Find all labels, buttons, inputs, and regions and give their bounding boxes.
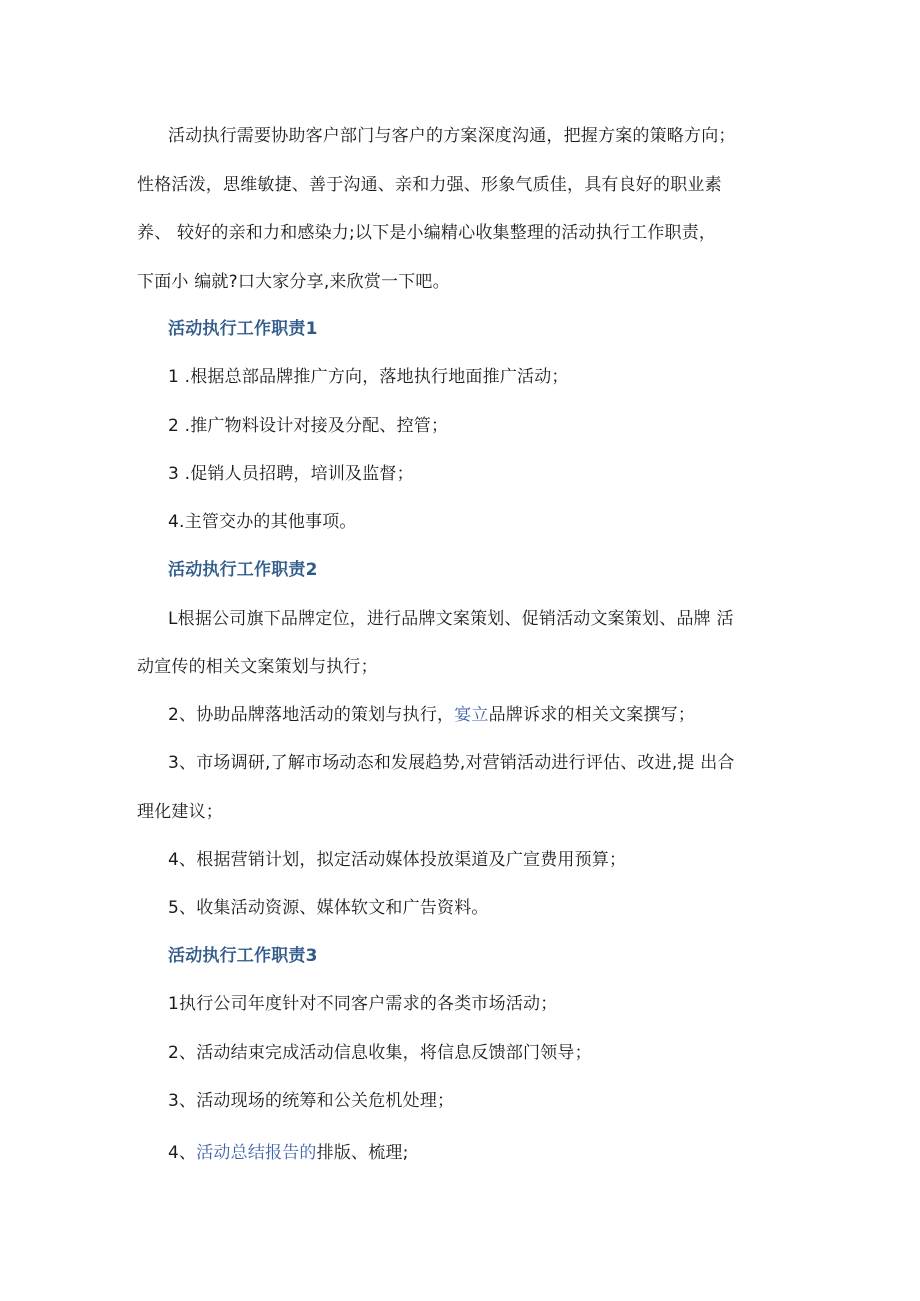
section-2-item-1-line-2: 动宣传的相关文案策划与执行； [137,657,378,677]
section-3-item-1: 1执行公司年度针对不同客户需求的各类市场活动； [168,994,558,1014]
section-1-heading: 活动执行工作职责1 [168,319,318,339]
section-3-item-4-suffix: 排版、梳理; [316,1143,409,1163]
section-2-item-5: 5、收集活动资源、媒体软文和广告资料。 [168,898,489,918]
section-2-item-4: 4、根据营销计划，拟定活动媒体投放渠道及广宣费用预算； [168,850,627,870]
intro-line-1: 活动执行需要协助客户部门与客户的方案深度沟通，把握方案的策略方向； [168,126,736,146]
section-1-item-1: 1 .根据总部品牌推广方向，落地执行地面推广活动； [168,367,569,387]
section-2-item-3-line-1: 3、市场调研,了解市场动态和发展趋势,对营销活动进行评估、改进,提 出合 [168,753,735,773]
section-2-heading: 活动执行工作职责2 [168,560,318,580]
section-3-item-4-prefix: 4、 [168,1143,197,1163]
section-3-item-4-link[interactable]: 活动总结报告的 [196,1143,317,1163]
section-3-item-3: 3、活动现场的统筹和公关危机处理； [168,1091,455,1111]
intro-line-3: 养、 较好的亲和力和感染力;以下是小编精心收集整理的活动执行工作职责， [137,223,717,243]
section-2-item-2-suffix: 品牌诉求的相关文案撰写； [488,705,696,725]
section-1-item-3: 3 .促销人员招聘，培训及监督； [168,464,414,484]
section-2-item-3-line-2: 理化建议； [137,802,223,822]
section-3-item-2: 2、活动结束完成活动信息收集，将信息反馈部门领导； [168,1043,592,1063]
section-1-item-2: 2 .推广物料设计对接及分配、控管； [168,416,449,436]
section-2-item-2-prefix: 2、协助品牌落地活动的策划与执行， [168,705,455,725]
section-3-item-4 [168,1141,409,1165]
section-2-item-1-line-1: L根据公司旗下品牌定位，进行品牌文案策划、促销活动文案策划、品牌 活 [168,609,734,629]
intro-line-2: 性格活泼，思维敏捷、善于沟通、亲和力强、形象气质佳，具有良好的职业素 [137,175,722,195]
section-2-item-2 [168,703,695,727]
section-2-item-2-link[interactable]: 宴立 [454,705,489,725]
section-3-heading: 活动执行工作职责3 [168,946,318,966]
section-1-item-4: 4.主管交办的其他事项。 [168,512,357,532]
intro-line-4: 下面小 编就?口大家分享,来欣赏一下吧。 [137,272,450,292]
